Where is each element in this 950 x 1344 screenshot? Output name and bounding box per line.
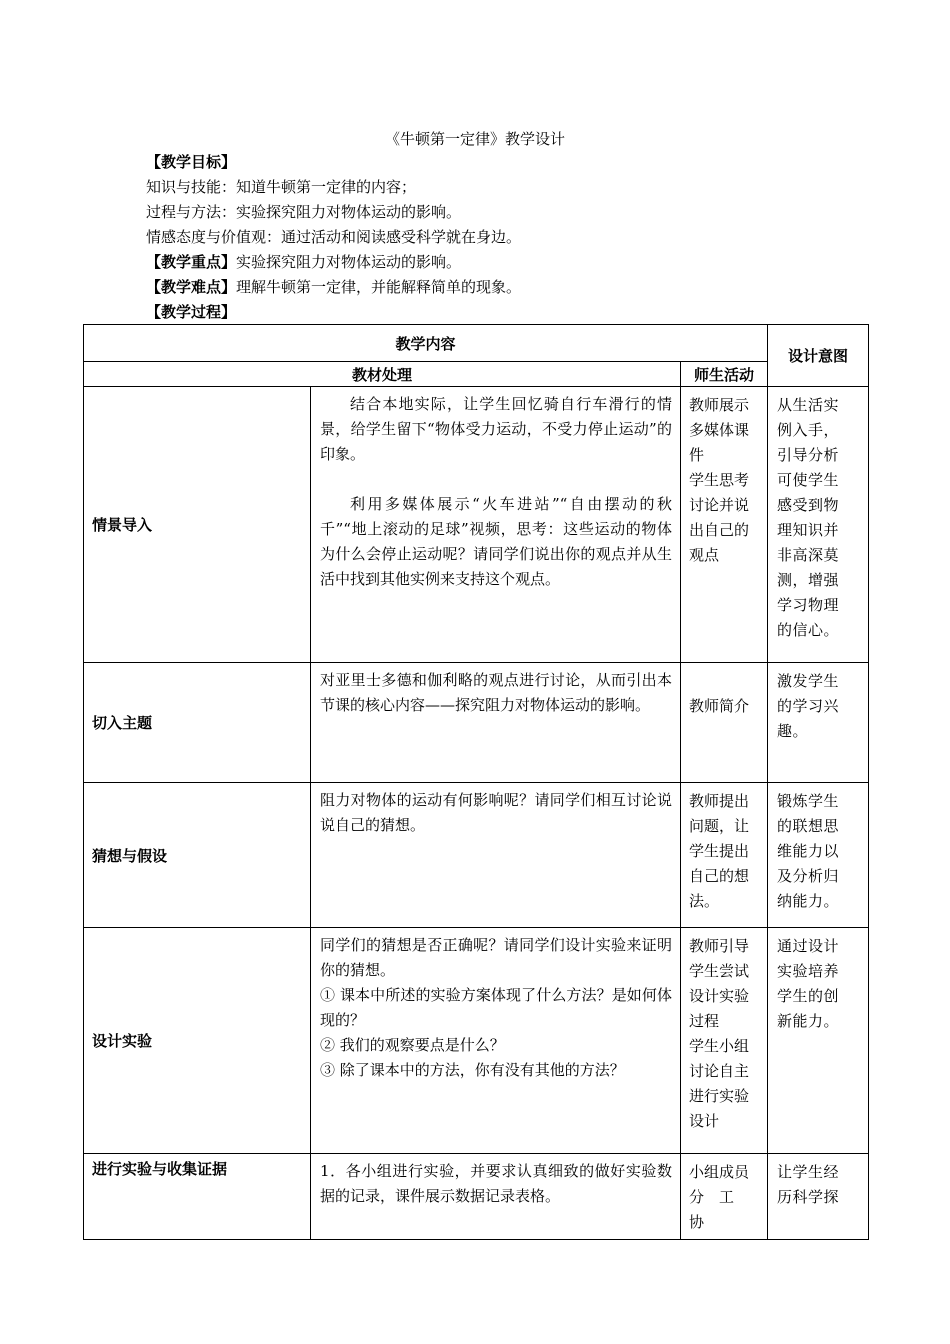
header-teaching-content: 教学内容: [84, 325, 768, 362]
key-point-label: 【教学重点】: [146, 253, 237, 271]
content-cell: [311, 1154, 681, 1240]
table-row: [84, 663, 869, 783]
attitude-line: 情感态度与价值观：通过活动和阅读感受科学就在身边。: [146, 228, 522, 246]
table-subheader-row: [84, 362, 869, 387]
content-paragraph: 对亚里士多德和伽利略的观点进行讨论，从而引出本节课的核心内容——探究阻力对物体运动的影响。: [320, 671, 672, 714]
content-paragraph: 同学们的猜想是否正确呢？请同学们设计实验来证明你的猜想。: [320, 936, 672, 979]
process-method-line: 过程与方法：实验探究阻力对物体运动的影响。: [146, 203, 462, 221]
intent-cell: [768, 1154, 869, 1240]
teaching-process-table: [83, 324, 869, 1240]
intro-section: [146, 150, 866, 325]
intent-cell: [768, 928, 869, 1154]
stage-cell: 猜想与假设: [84, 783, 311, 928]
content-paragraph: 阻力对物体的运动有何影响呢？请同学们相互讨论说说自己的猜想。: [320, 791, 672, 834]
intent-cell: [768, 387, 869, 663]
activity-text: 教师引导 学生尝试 设计实验 过程 学生小组 讨论自主 进行实验 设计: [689, 937, 750, 1130]
objectives-heading: 【教学目标】: [146, 153, 237, 171]
difficulty-line: [146, 275, 866, 300]
intent-text: 让学生经 历科学探: [777, 1163, 840, 1206]
intent-cell: [768, 783, 869, 928]
activity-text: 教师简介: [689, 697, 750, 715]
content-cell: [311, 387, 681, 663]
process-heading: 【教学过程】: [146, 303, 237, 321]
header-design-intent: 设计意图: [768, 325, 869, 387]
intent-text: 从生活实 例入手， 引导分析 可使学生 感受到物 理知识并 非高深莫 测，增强 学习物理 的信心。: [777, 396, 840, 639]
content-paragraph: 利用多媒体展示“火车进站”“自由摆动的秋千”“地上滚动的足球”视频，思考：这些运动的物体为什么会停止运动呢？请同学们说出你的观点并从生活中找到其他实例来支持这个观点。: [320, 495, 672, 588]
table-header-row: [84, 325, 869, 362]
stage-cell: 情景导入: [84, 387, 311, 663]
key-point-line: [146, 250, 866, 275]
content-paragraph: ② 我们的观察要点是什么？: [320, 1036, 505, 1054]
header-material-handling: 教材处理: [84, 362, 681, 387]
intent-text: 通过设计 实验培养 学生的创 新能力。: [777, 937, 840, 1030]
table-row: [84, 783, 869, 928]
document-title: 《牛顿第一定律》教学设计: [384, 130, 565, 148]
stage-cell: 进行实验与收集证据: [84, 1154, 311, 1240]
knowledge-line: 知识与技能：知道牛顿第一定律的内容；: [146, 178, 417, 196]
activity-text: 小组成员 分 工 协: [689, 1163, 750, 1231]
table-row: [84, 1154, 869, 1240]
content-cell: [311, 663, 681, 783]
content-cell: [311, 783, 681, 928]
content-paragraph: ① 课本中所述的实验方案体现了什么方法？是如何体现的？: [320, 986, 672, 1029]
activity-cell: [681, 928, 768, 1154]
content-paragraph: ③ 除了课本中的方法，你有没有其他的方法？: [320, 1061, 625, 1079]
key-point-text: 实验探究阻力对物体运动的影响。: [236, 253, 462, 271]
difficulty-label: 【教学难点】: [146, 278, 237, 296]
intent-text: 激发学生 的学习兴 趣。: [777, 672, 840, 740]
content-paragraph: 1．各小组进行实验，并要求认真细致的做好实验数据的记录，课件展示数据记录表格。: [320, 1162, 672, 1205]
activity-cell: [681, 1154, 768, 1240]
stage-cell: 设计实验: [84, 928, 311, 1154]
content-cell: [311, 928, 681, 1154]
table-row: [84, 387, 869, 663]
activity-text: 教师提出 问题，让 学生提出 自己的想 法。: [689, 792, 750, 910]
header-teacher-student-activity: 师生活动: [681, 362, 768, 387]
intent-text: 锻炼学生 的联想思 维能力以 及分析归 纳能力。: [777, 792, 840, 910]
activity-text: 教师展示 多媒体课 件 学生思考 讨论并说 出自己的 观点: [689, 396, 750, 564]
activity-cell: [681, 783, 768, 928]
difficulty-text: 理解牛顿第一定律，并能解释简单的现象。: [236, 278, 522, 296]
stage-cell: 切入主题: [84, 663, 311, 783]
intent-cell: [768, 663, 869, 783]
activity-cell: [681, 387, 768, 663]
content-paragraph: 结合本地实际，让学生回忆骑自行车滑行的情景，给学生留下“物体受力运动，不受力停止运动”的印象。: [320, 395, 672, 463]
activity-cell: [681, 663, 768, 783]
table-row: [84, 928, 869, 1154]
